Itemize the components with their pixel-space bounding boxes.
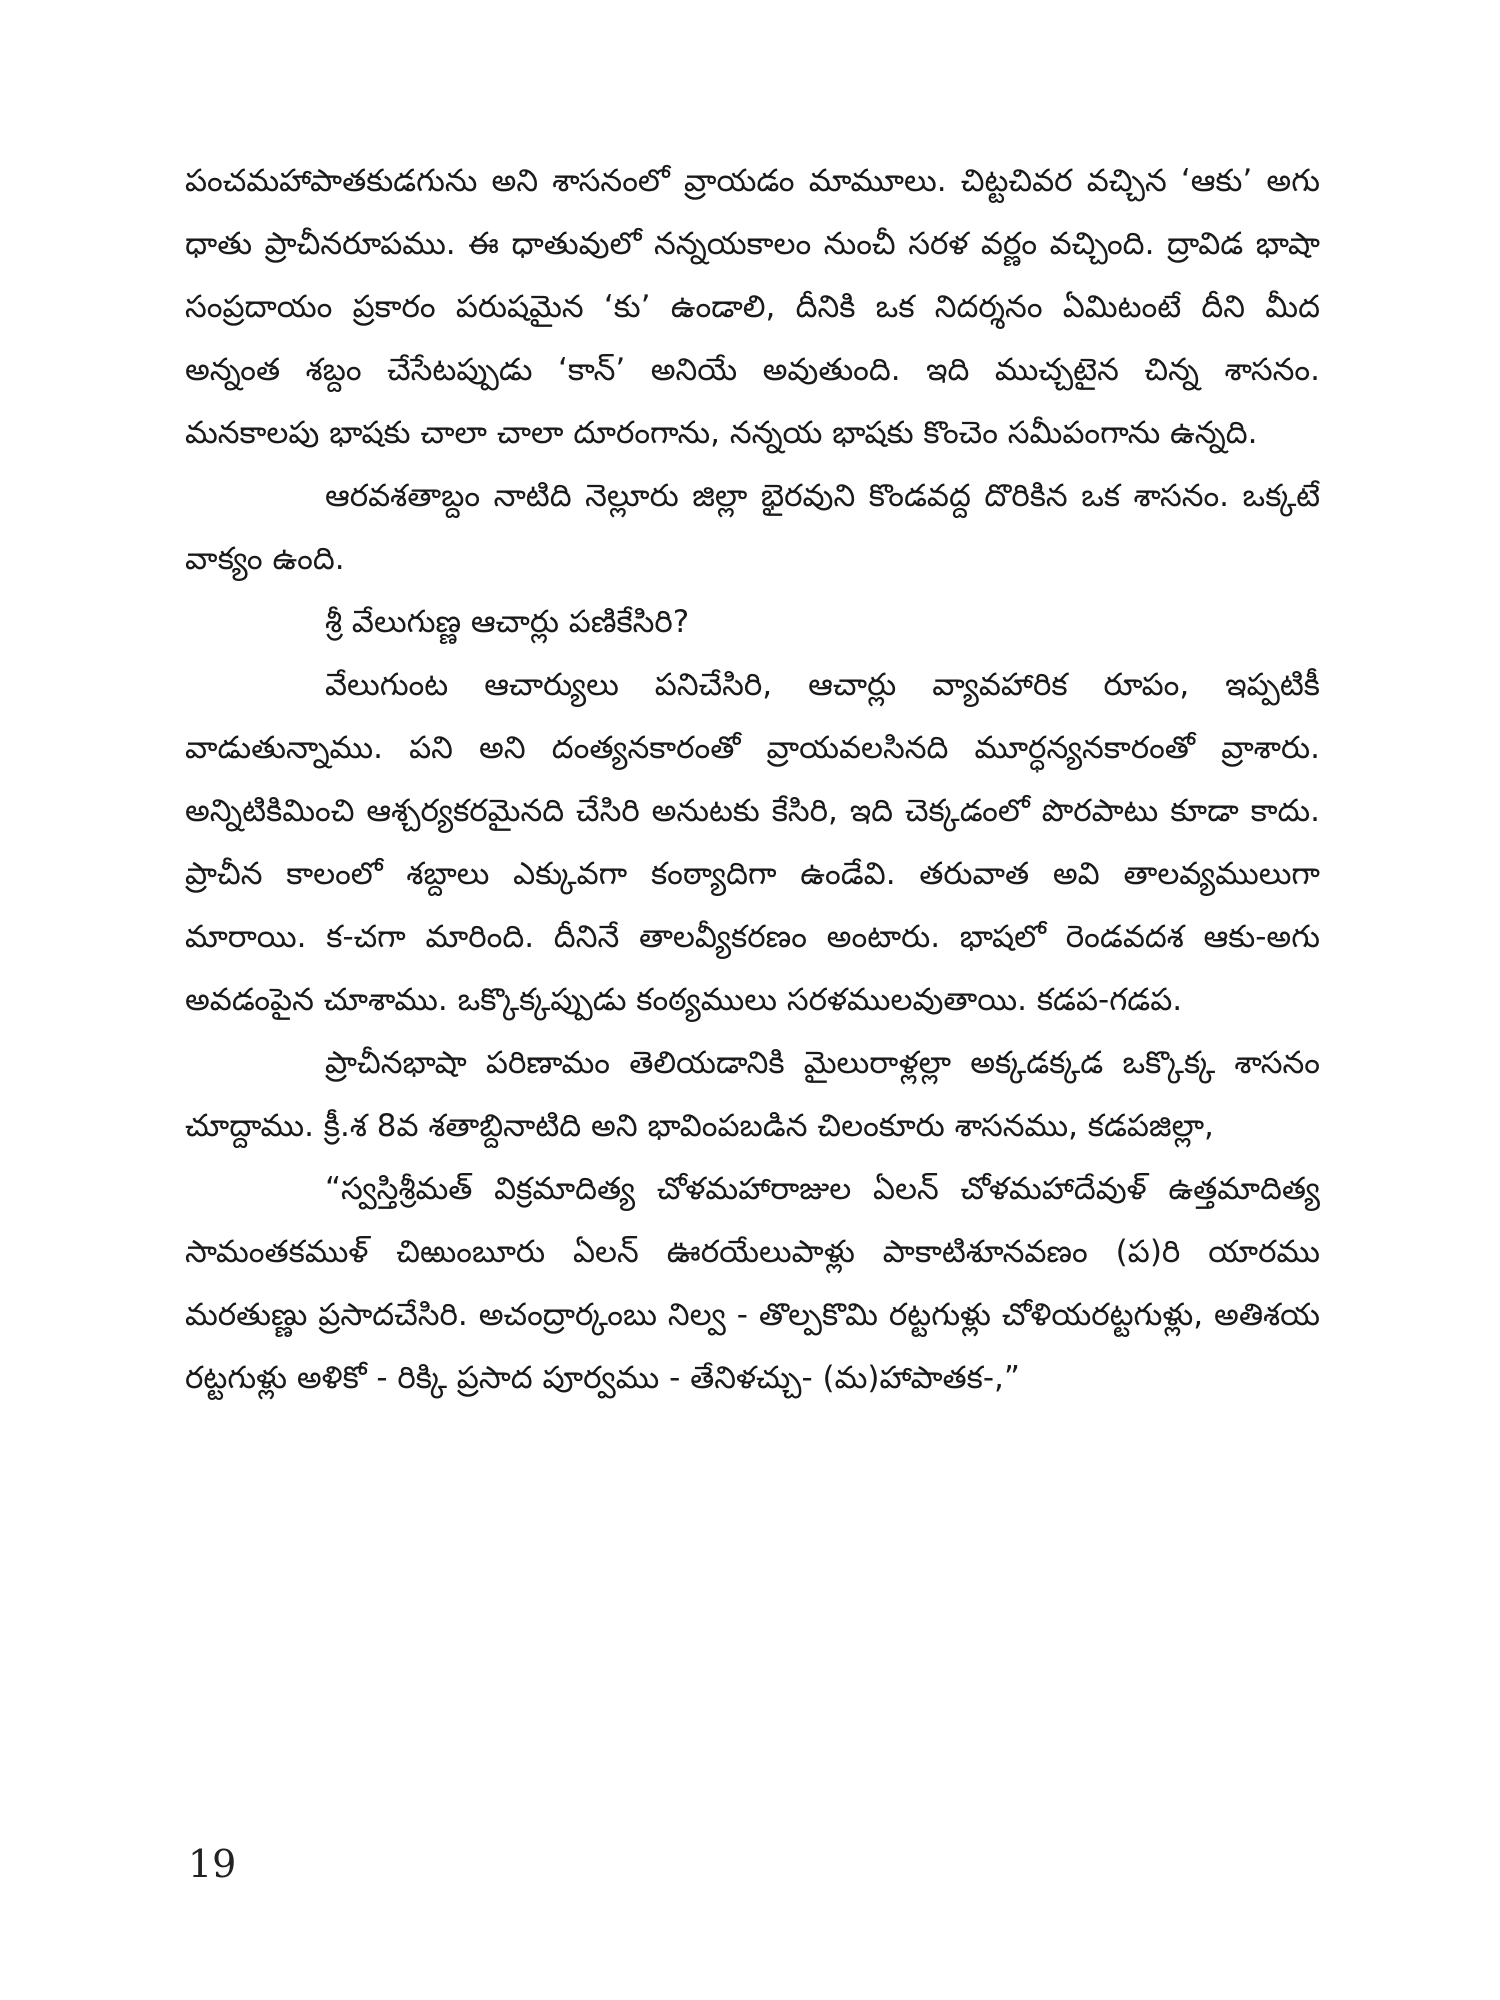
quote-paragraph: “స్వస్తిశ్రీమత్ విక్రమాదిత్య చోళమహారాజుల ఏలన్ చోళమహాదేవుళ్ ఉత్తమాదిత్య సామంతకముళ్ చిఱుంబూరు ఏలన్ ఊరయేలుపాళ్లు పాకాటిశూనవణం (ప)రి యారము మరతుణ్ణు ప్రసాదచేసిరి. అచంద్రార్కంబు నిల్వ - తొల్పకొమి రట్టగుళ్లు చోళియరట్టగుళ్లు, అతిశయ రట్టగుళ్లు అళికో - రిక్కి ప్రసాద పూర్వము - తేనిళచ్చు- (మ)హాపాతక-,”: [185, 1171, 1320, 1396]
paragraph: శ్రీ వేలుగుణ్ణ ఆచార్లు పణికేసిరి?: [325, 604, 690, 640]
body-text: [185, 150, 1320, 1410]
paragraph: ప్రాచీనభాషా పరిణామం తెలియడానికి మైలురాళ్లల్లా అక్కడక్కడ ఒక్కొక్క శాసనం చూద్దాము. క్రీ.శ 8వ శతాబ్దినాటిది అని భావింపబడిన చిలంకూరు శాసనము, కడపజిల్లా,: [185, 1045, 1320, 1144]
paragraph: ఆరవశతాబ్దం నాటిది నెల్లూరు జిల్లా భైరవుని కొండవద్ద దొరికిన ఒక శాసనం. ఒక్కటే వాక్యం ఉంది.: [185, 478, 1320, 577]
paragraph: వేలుగుంట ఆచార్యులు పనిచేసిరి, ఆచార్లు వ్యావహారిక రూపం, ఇప్పటికీ వాడుతున్నాము. పని అని దంత్యనకారంతో వ్రాయవలసినది మూర్ధన్యనకారంతో వ్రాశారు. అన్నిటికిమించి ఆశ్చర్యకరమైనది చేసిరి అనుటకు కేసిరి, ఇది చెక్కడంలో పొరపాటు కూడా కాదు. ప్రాచీన కాలంలో శబ్దాలు ఎక్కువగా కంఠ్యాదిగా ఉండేవి. తరువాత అవి తాలవ్యములుగా మారాయి. క-చగా మారింది. దీనినే తాలవ్యీకరణం అంటారు. భాషలో రెండవదశ ఆకు-అగు అవడంపైన చూశాము. ఒక్కొక్కప్పుడు కంఠ్యములు సరళములవుతాయి. కడప-గడప.: [185, 667, 1320, 1018]
page-number: 19: [188, 1842, 237, 1886]
paragraph: పంచమహాపాతకుడగును అని శాసనంలో వ్రాయడం మామూలు. చిట్టచివర వచ్చిన ‘ఆకు’ అగు ధాతు ప్రాచీనరూపము. ఈ ధాతువులో నన్నయకాలం నుంచీ సరళ వర్ణం వచ్చింది. ద్రావిడ భాషా సంప్రదాయం ప్రకారం పరుషమైన ‘కు’ ఉండాలి, దీనికి ఒక నిదర్శనం ఏమిటంటే దీని మీద అన్నంత శబ్దం చేసేటప్పుడు ‘కాన్’ అనియే అవుతుంది. ఇది ముచ్చటైన చిన్న శాసనం. మనకాలపు భాషకు చాలా చాలా దూరంగాను, నన్నయ భాషకు కొంచెం సమీపంగాను ఉన్నది.: [185, 163, 1320, 451]
